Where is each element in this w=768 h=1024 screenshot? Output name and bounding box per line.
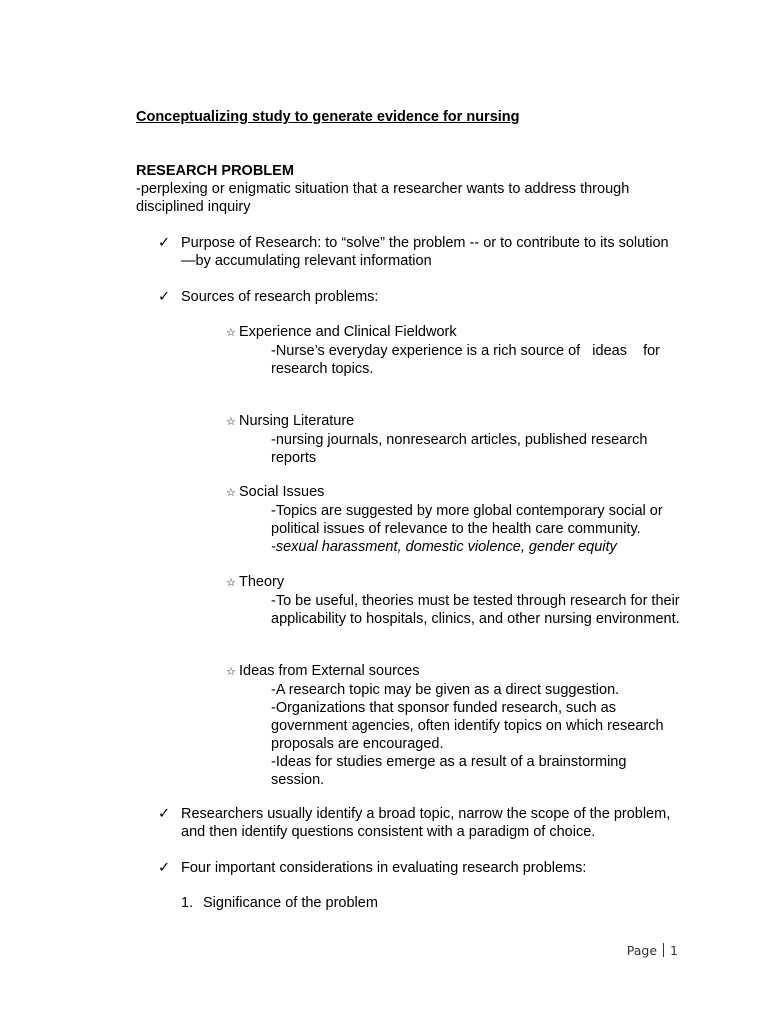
check-item-purpose: [158, 234, 678, 270]
item-text: Significance of the problem: [203, 895, 378, 911]
check-item-text: Researchers usually identify a broad topic, narrow the scope of the problem, and then identify questions consistent with a paradigm of choice.: [181, 806, 671, 840]
star-icon: ☆: [226, 577, 236, 589]
section-heading: RESEARCH PROBLEM: [136, 163, 294, 179]
source-experience: [226, 323, 686, 378]
source-description: -Nurse’s everyday experience is a rich source of ideas for research topics.: [271, 343, 665, 377]
check-item-sources: [158, 288, 678, 306]
footer-separator: [663, 943, 664, 957]
source-description: -Ideas for studies emerge as a result of a brainstorming session.: [271, 754, 627, 788]
definition-text: -perplexing or enigmatic situation that a researcher wants to address through disciplined inquiry: [136, 181, 630, 215]
source-external: [226, 662, 686, 789]
document-title: Conceptualizing study to generate evidence for nursing: [136, 109, 520, 125]
source-social: [226, 483, 686, 556]
check-item-researchers: [158, 805, 678, 841]
check-item-considerations: [158, 859, 678, 877]
check-item-text: Four important considerations in evaluating research problems:: [181, 860, 587, 876]
star-icon: ☆: [226, 416, 236, 428]
source-label: Experience and Clinical Fieldwork: [239, 324, 457, 340]
source-description: -A research topic may be given as a direct suggestion.: [271, 682, 620, 698]
source-description: -nursing journals, nonresearch articles, published research reports: [271, 432, 648, 466]
numbered-item: [181, 894, 378, 912]
star-icon: ☆: [226, 327, 236, 339]
source-label: Nursing Literature: [239, 413, 355, 429]
checkmark-icon: ✓: [158, 289, 171, 305]
source-label: Theory: [239, 574, 285, 590]
page-number: 1: [670, 943, 678, 958]
source-description: -Organizations that sponsor funded research, such as government agencies, often identify topics on which research proposals are encouraged.: [271, 700, 664, 752]
checkmark-icon: ✓: [158, 235, 171, 251]
source-literature: [226, 412, 686, 467]
check-item-text: Sources of research problems:: [181, 289, 379, 305]
checkmark-icon: ✓: [158, 806, 171, 822]
source-label: Ideas from External sources: [239, 663, 420, 679]
page-footer: [627, 942, 678, 960]
star-icon: ☆: [226, 666, 236, 678]
page-label: Page: [626, 943, 658, 958]
source-theory: [226, 573, 686, 628]
source-description: -To be useful, theories must be tested through research for their applicability to hospitals, clinics, and other nursing environment.: [271, 593, 680, 627]
source-label: Social Issues: [239, 484, 325, 500]
source-description: -Topics are suggested by more global contemporary social or political issues of relevance to the health care community.: [271, 503, 663, 537]
item-number: 1.: [181, 895, 194, 911]
source-example: -sexual harassment, domestic violence, gender equity: [271, 539, 617, 555]
star-icon: ☆: [226, 487, 236, 499]
checkmark-icon: ✓: [158, 860, 171, 876]
check-item-text: Purpose of Research: to “solve” the problem -- or to contribute to its solution—by accumulating relevant information: [181, 235, 669, 269]
